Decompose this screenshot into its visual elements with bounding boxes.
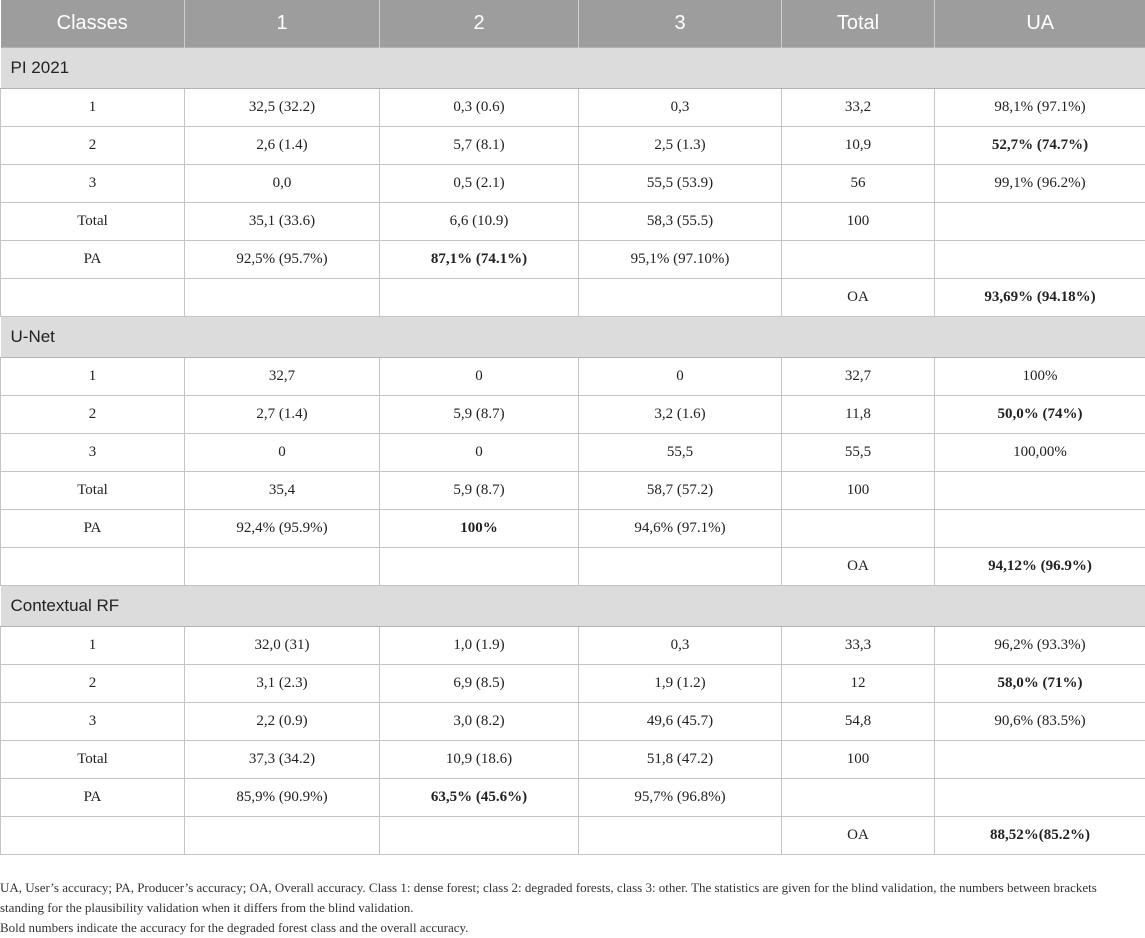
header-cell-class-1: 1 — [185, 0, 380, 48]
table-cell: 92,4% (95.9%) — [185, 510, 380, 548]
table-cell: 35,4 — [185, 472, 380, 510]
table-cell: 55,5 (53.9) — [579, 165, 782, 203]
table-cell: 98,1% (97.1%) — [935, 89, 1145, 127]
table-cell: 55,5 — [579, 434, 782, 472]
row-label-cell: 2 — [1, 127, 185, 165]
section-header-row — [1, 317, 1145, 358]
table-cell — [782, 241, 935, 279]
table-cell: 5,9 (8.7) — [380, 472, 579, 510]
table-cell — [782, 779, 935, 817]
section-header-row — [1, 48, 1145, 89]
table-cell: 52,7% (74.7%) — [935, 127, 1145, 165]
row-label-cell — [1, 817, 185, 855]
table-cell — [579, 548, 782, 586]
table-cell — [935, 241, 1145, 279]
row-label-cell: Total — [1, 472, 185, 510]
table-cell — [185, 817, 380, 855]
section-title: U-Net — [1, 317, 1145, 358]
table-cell — [935, 510, 1145, 548]
table-row — [1, 203, 1145, 241]
table-cell: 5,9 (8.7) — [380, 396, 579, 434]
table-cell — [579, 817, 782, 855]
table-cell — [935, 741, 1145, 779]
table-cell: 3,0 (8.2) — [380, 703, 579, 741]
table-cell: 35,1 (33.6) — [185, 203, 380, 241]
table-cell: 0,3 — [579, 89, 782, 127]
table-cell: 99,1% (96.2%) — [935, 165, 1145, 203]
table-row — [1, 358, 1145, 396]
table-cell: 10,9 — [782, 127, 935, 165]
row-label-cell — [1, 548, 185, 586]
table-cell: 0,3 (0.6) — [380, 89, 579, 127]
table-cell: 87,1% (74.1%) — [380, 241, 579, 279]
table-cell: 32,0 (31) — [185, 627, 380, 665]
table-cell: 0 — [380, 358, 579, 396]
table-cell: 95,7% (96.8%) — [579, 779, 782, 817]
table-cell — [380, 279, 579, 317]
row-label-cell: Total — [1, 203, 185, 241]
table-row — [1, 817, 1145, 855]
table-row — [1, 127, 1145, 165]
header-cell-class-2: 2 — [380, 0, 579, 48]
table-cell — [185, 548, 380, 586]
table-row — [1, 741, 1145, 779]
table-cell: 100,00% — [935, 434, 1145, 472]
table-cell — [935, 203, 1145, 241]
table-cell: 5,7 (8.1) — [380, 127, 579, 165]
table-cell — [380, 817, 579, 855]
table-row — [1, 548, 1145, 586]
table-cell: 10,9 (18.6) — [380, 741, 579, 779]
table-cell: 90,6% (83.5%) — [935, 703, 1145, 741]
table-cell: 92,5% (95.7%) — [185, 241, 380, 279]
table-cell: 100% — [380, 510, 579, 548]
header-cell-total: Total — [782, 0, 935, 48]
table-row — [1, 89, 1145, 127]
table-cell: 63,5% (45.6%) — [380, 779, 579, 817]
table-row — [1, 279, 1145, 317]
table-cell: 100 — [782, 741, 935, 779]
table-cell: 0 — [579, 358, 782, 396]
table-cell: 56 — [782, 165, 935, 203]
row-label-cell: 3 — [1, 434, 185, 472]
table-cell: 85,9% (90.9%) — [185, 779, 380, 817]
row-label-cell — [1, 279, 185, 317]
table-cell — [935, 472, 1145, 510]
table-cell: 100% — [935, 358, 1145, 396]
table-cell: 54,8 — [782, 703, 935, 741]
table-cell: OA — [782, 548, 935, 586]
row-label-cell: PA — [1, 779, 185, 817]
table-cell: 94,6% (97.1%) — [579, 510, 782, 548]
header-row — [1, 0, 1145, 48]
table-cell: 33,2 — [782, 89, 935, 127]
table-cell: 55,5 — [782, 434, 935, 472]
table-cell: 51,8 (47.2) — [579, 741, 782, 779]
table-cell: 32,7 — [782, 358, 935, 396]
section-header-row — [1, 586, 1145, 627]
section-title: PI 2021 — [1, 48, 1145, 89]
row-label-cell: 1 — [1, 89, 185, 127]
table-row — [1, 396, 1145, 434]
table-cell: 100 — [782, 472, 935, 510]
table-row — [1, 165, 1145, 203]
table-cell: 32,5 (32.2) — [185, 89, 380, 127]
row-label-cell: Total — [1, 741, 185, 779]
table-cell: 2,7 (1.4) — [185, 396, 380, 434]
table-cell: 0 — [380, 434, 579, 472]
table-cell: 50,0% (74%) — [935, 396, 1145, 434]
table-cell: 94,12% (96.9%) — [935, 548, 1145, 586]
row-label-cell: 3 — [1, 165, 185, 203]
table-cell: 11,8 — [782, 396, 935, 434]
header-cell-ua: UA — [935, 0, 1145, 48]
header-cell-classes: Classes — [1, 0, 185, 48]
table-row — [1, 472, 1145, 510]
section-title: Contextual RF — [1, 586, 1145, 627]
row-label-cell: 2 — [1, 665, 185, 703]
table-cell: 33,3 — [782, 627, 935, 665]
table-cell: 100 — [782, 203, 935, 241]
table-row — [1, 665, 1145, 703]
table-cell: OA — [782, 817, 935, 855]
row-label-cell: 1 — [1, 358, 185, 396]
table-cell: 0,3 — [579, 627, 782, 665]
table-cell: 0,0 — [185, 165, 380, 203]
table-cell: 12 — [782, 665, 935, 703]
table-cell: 37,3 (34.2) — [185, 741, 380, 779]
table-row — [1, 627, 1145, 665]
table-cell: 49,6 (45.7) — [579, 703, 782, 741]
table-cell: 6,6 (10.9) — [380, 203, 579, 241]
table-row — [1, 434, 1145, 472]
table-cell: 3,2 (1.6) — [579, 396, 782, 434]
table-cell — [185, 279, 380, 317]
table-cell: 0 — [185, 434, 380, 472]
table-cell: 1,9 (1.2) — [579, 665, 782, 703]
table-cell: 2,5 (1.3) — [579, 127, 782, 165]
table-row — [1, 241, 1145, 279]
table-row — [1, 703, 1145, 741]
row-label-cell: 3 — [1, 703, 185, 741]
table-cell: 88,52%(85.2%) — [935, 817, 1145, 855]
table-cell: 96,2% (93.3%) — [935, 627, 1145, 665]
header-cell-class-3: 3 — [579, 0, 782, 48]
table-body — [1, 48, 1145, 855]
table-cell: 1,0 (1.9) — [380, 627, 579, 665]
table-cell: 32,7 — [185, 358, 380, 396]
row-label-cell: 1 — [1, 627, 185, 665]
footnote-abbreviations: UA, User’s accuracy; PA, Producer’s accuracy; OA, Overall accuracy. Class 1: dense forest; class 2: degraded forests, class 3: other. The statistics are given for the blind validation, the numbers between brackets standing for the plausibility validation when it differs from the blind validation. — [0, 878, 1140, 918]
table-cell: 6,9 (8.5) — [380, 665, 579, 703]
table-cell — [935, 779, 1145, 817]
table-footnotes — [0, 878, 1140, 938]
table-cell: 93,69% (94.18%) — [935, 279, 1145, 317]
table-cell: 2,6 (1.4) — [185, 127, 380, 165]
row-label-cell: PA — [1, 510, 185, 548]
table-cell: 95,1% (97.10%) — [579, 241, 782, 279]
table-row — [1, 510, 1145, 548]
table-cell: 58,3 (55.5) — [579, 203, 782, 241]
table-cell — [380, 548, 579, 586]
table-cell — [579, 279, 782, 317]
table-cell: 58,0% (71%) — [935, 665, 1145, 703]
table-row — [1, 779, 1145, 817]
row-label-cell: PA — [1, 241, 185, 279]
footnote-bold-explanation: Bold numbers indicate the accuracy for the degraded forest class and the overall accuracy. — [0, 918, 1140, 938]
table-cell: OA — [782, 279, 935, 317]
table-cell: 0,5 (2.1) — [380, 165, 579, 203]
table-cell — [782, 510, 935, 548]
table-cell: 58,7 (57.2) — [579, 472, 782, 510]
table-cell: 3,1 (2.3) — [185, 665, 380, 703]
row-label-cell: 2 — [1, 396, 185, 434]
table-cell: 2,2 (0.9) — [185, 703, 380, 741]
